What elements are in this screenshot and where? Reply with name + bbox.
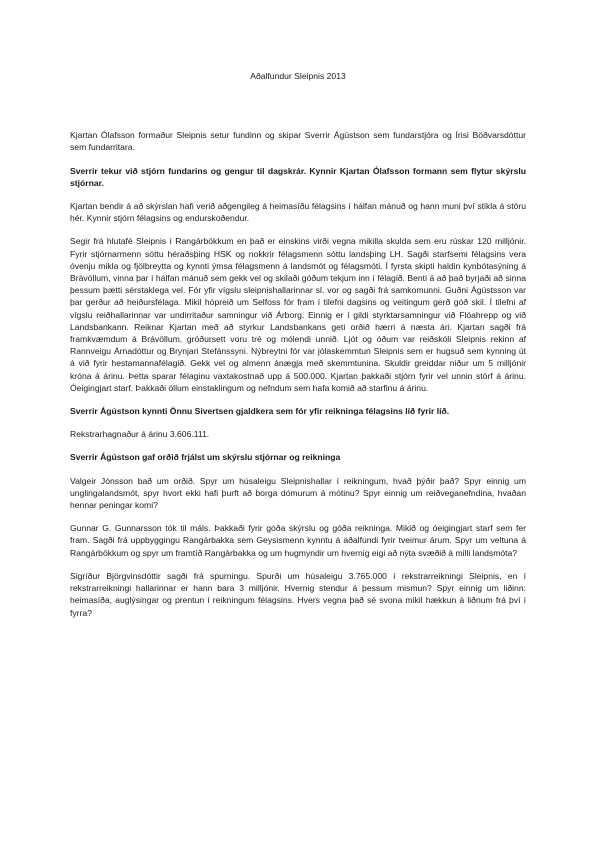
paragraph-profit: Rekstrarhagnaður á árinu 3.606.111. bbox=[70, 429, 210, 440]
paragraph-floor-open: Sverrir Ágústson gaf orðið frjálst um skýrslu stjórnar og reikninga bbox=[70, 452, 341, 463]
paragraph-valgeir: Valgeir Jónsson bað um orðið. Spyr um húsaleigu Sleipnishallar í reikningum, hvað þýðir það? Spyr einnig um unglingalandsmót, spyr hvort ekki hafi þurft að borga dómurum á mótinu? Spyr einnig um reiðveganefndina, hvaðan hennar peningar komi? bbox=[70, 475, 526, 511]
paragraph-report-intro: Kjartan bendir á að skýrslan hafi verið aðgengileg á heimasíðu félagsins í hálfan mánuð og hann muni því stikla á stóru hér. Kynnir stjórn félagsins og endurskoðendur. bbox=[70, 201, 526, 224]
paragraph-report-body: Segir frá hlutafé Sleipnis í Rangárbökkum en það er einskins virði vegna mikilla skulda sem eru rúskar 120 milljónir. Fyrir stjórnarmenn sóttu héraðsþing HSK og nokkrir félagsmenn sóttu landsþing LH. Sagði starfsemi félagsins vera óvenju mikla og fjölbreytta og kynnti ýmsa félagsmenn á landsmót og félagsmóti. Í fyrsta skipti haldin kynbótasýning á Brávöllum, vinna þar í hálfan mánuð sem gekk vel og skilaði góðum tekjum inn í félagið. Benti á að það byrjaði að sinna þessum þætti sérstaklega vel. Fór yfir vígslu sleipnishallarinnar sl. vor og sagði frá samkomunni. Guðni Ágústsson var þar gerður að heiðursfélaga. Mikil hópreið um Selfoss fór fram í tilefni dagsins og veitingum gerð góð skil. Í tilefni af vígslu reiðhallarinnar var undirritaður samningur við Árborg. Einnig er í gildi styrktarsamningur við Flóahrepp og við Landsbankann. Reiknar Kjartan með að styrkur Landsbankans geti orðið hærri á næsta ári. Kjartan sagði frá framkvæmdum á Brávöllum, gróðursett voru tré og mólendi unnið. Ljót og óðum var reiðskóli Sleipnis rekinn af Rannveigu Árnadóttur og Brynjari Stefánssyni. Nýbreytni fór var jólaskemmtun Sleipnis sem er hugsuð sem kynning út á við fyrir hestamannafélagið. Gekk vel og almenn ánægja með skemmtunina. Skuldir greiddar niður um 5 milljónir króna á árinu. Þetta sparar félaginu vaxtakostnað upp á 500.000. Kjartan þakkaði stjórn fyrir vel unnin störf á árinu. Óeigingjart starf. Þakkaði öllum einstaklingum og nefndum sem hafa komið að starfinu á árinu. bbox=[70, 236, 526, 393]
paragraph-sigridur: Sigríður Björgvinsdóttir sagði frá spurningu. Spurði um húsaleigu 3.765.000 í rekstrarreikningi Sleipnis, en í rekstrarreikningi hallarinnar er hann bara 3 milljónir. Hvernig stendur á þessum mismun? Spyr einnig um liðinn: heimasíða, auglýsingar og prentun í reikningum félagsins. Hvers vegna það sé svona mikil hækkun á liðnum frá því í fyrra? bbox=[70, 570, 526, 618]
document-page bbox=[70, 62, 526, 630]
paragraph-agenda: Sverrir tekur við stjórn fundarins og gengur til dagskrár. Kynnir Kjartan Ólafsson formann sem flytur skýrslu stjórnar. bbox=[70, 165, 526, 188]
paragraph-treasurer: Sverrir Ágústson kynnti Önnu Sivertsen gjaldkera sem fór yfir reikninga félagsins líð fyrir líð. bbox=[70, 406, 450, 417]
page-title: Aðalfundur Sleipnis 2013 bbox=[250, 71, 346, 81]
paragraph-gunnar: Gunnar G. Gunnarsson tók til máls. Þakkaði fyrir góða skýrslu og góða reikninga. Mikið og óeigingjart starf sem fer fram. Sagði frá uppbyggingu Rangárbakka sem Geysismenn kynntu á aðalfundi fyrir tveimur árum. Spyr um veltuna á Rangárbökkum og spyr um framtíð Rangárbakka og um hugmyndir um hvernig eigi að nýta svæðið á milli landsmóta? bbox=[70, 523, 526, 558]
paragraph-opening: Kjartan Ólafsson formaður Sleipnis setur fundinn og skipar Sverrir Ágústson sem fundarstjóra og Írisi Böðvarsdóttur sem fundarritara. bbox=[70, 130, 526, 153]
